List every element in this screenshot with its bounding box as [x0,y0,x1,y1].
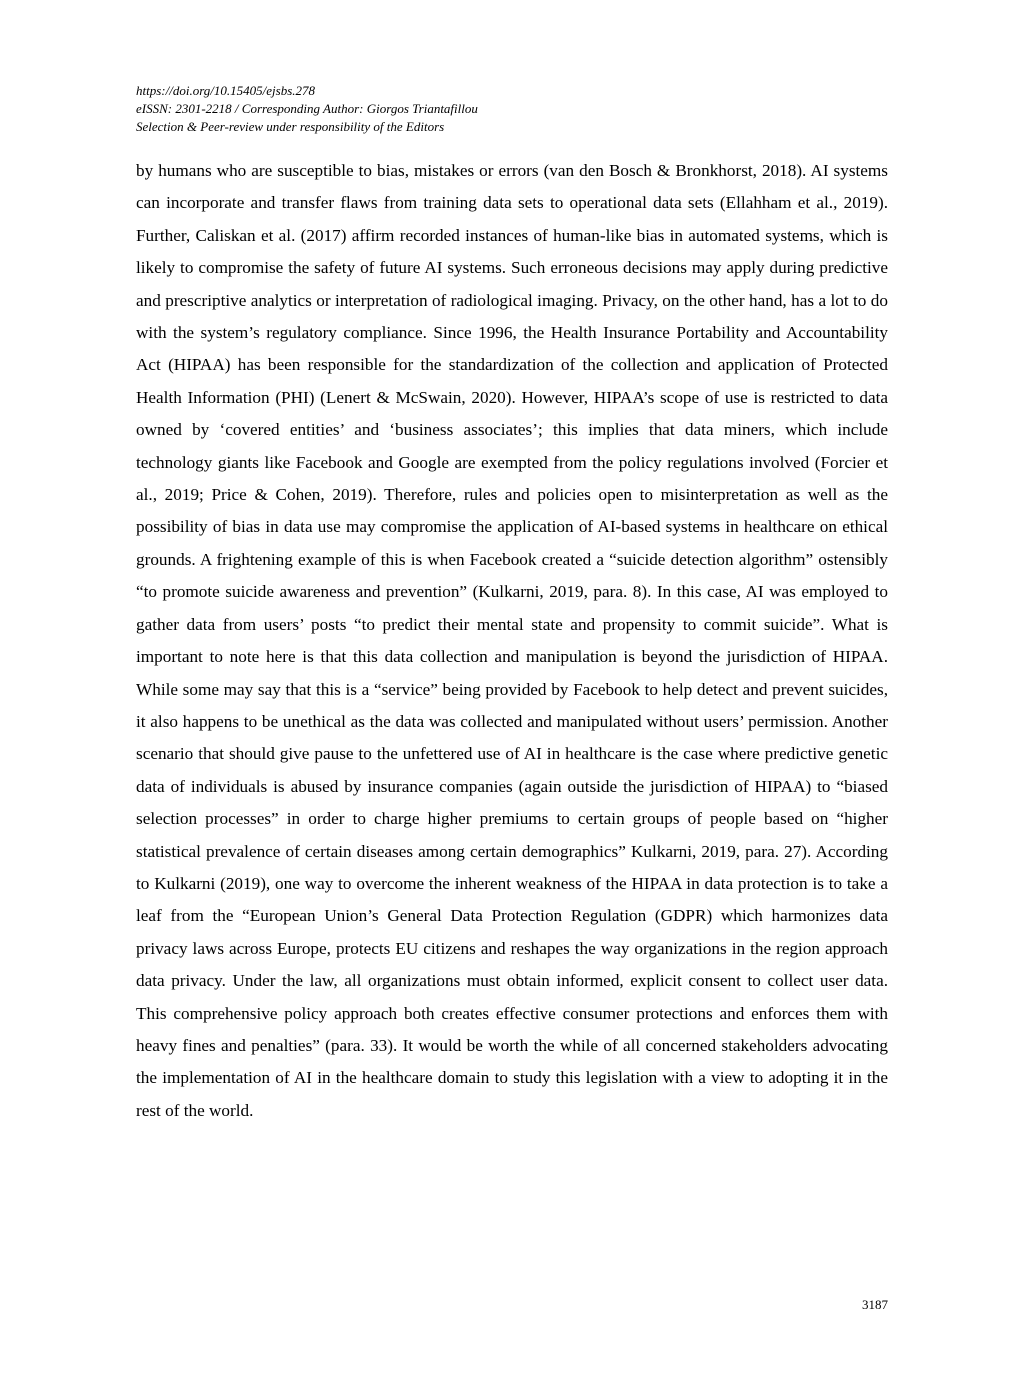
page-number: 3187 [862,1297,888,1312]
body-paragraph: by humans who are susceptible to bias, mistakes or errors (van den Bosch & Bronkhorst, 2018). AI systems can incorporate and transfer flaws from training data sets to operational data sets (Ellahham et al., 2019). Further, Caliskan et al. (2017) affirm recorded instances of human-like bias in automated systems, which is likely to compromise the safety of future AI systems. Such erroneous decisions may apply during predictive and prescriptive analytics or interpretation of radiological imaging. Privacy, on the other hand, has a lot to do with the system’s regulatory compliance. Since 1996, the Health Insurance Portability and Accountability Act (HIPAA) has been responsible for the standardization of the collection and application of Protected Health Information (PHI) (Lenert & McSwain, 2020). However, HIPAA’s scope of use is restricted to data owned by ‘covered entities’ and ‘business associates’; this implies that data miners, which include technology giants like Facebook and Google are exempted from the policy regulations involved (Forcier et al., 2019; Price & Cohen, 2019). Therefore, rules and policies open to misinterpretation as well as the possibility of bias in data use may compromise the application of AI-based systems in healthcare on ethical grounds. A frightening example of this is when Facebook created a “suicide detection algorithm” ostensibly “to promote suicide awareness and prevention” (Kulkarni, 2019, para. 8). In this case, AI was employed to gather data from users’ posts “to predict their mental state and propensity to commit suicide”. What is important to note here is that this data collection and manipulation is beyond the jurisdiction of HIPAA. While some may say that this is a “service” being provided by Facebook to help detect and prevent suicides, it also happens to be unethical as the data was collected and manipulated without users’ permission. Another scenario that should give pause to the unfettered use of AI in healthcare is the case where predictive genetic data of individuals is abused by insurance companies (again outside the jurisdiction of HIPAA) to “biased selection processes” in order to charge higher premiums to certain groups of people based on “higher statistical prevalence of certain diseases among certain demographics” Kulkarni, 2019, para. 27). According to Kulkarni (2019), one way to overcome the inherent weakness of the HIPAA in data protection is to take a leaf from the “European Union’s General Data Protection Regulation (GDPR) which harmonizes data privacy laws across Europe, protects EU citizens and reshapes the way organizations in the region approach data privacy. Under the law, all organizations must obtain informed, explicit consent to collect user data. This comprehensive policy approach both creates effective consumer protections and enforces them with heavy fines and penalties” (para. 33). It would be worth the while of all concerned stakeholders advocating the implementation of AI in the healthcare domain to study this legislation with a view to adopting it in the rest of the world. [136,161,888,1120]
peer-review-line: Selection & Peer-review under responsibility of the Editors [136,119,445,134]
doi-line: https://doi.org/10.15405/ejsbs.278 [136,83,315,98]
issn-author-line: eISSN: 2301-2218 / Corresponding Author: Giorgos Triantafillou [136,101,478,116]
running-header [136,82,478,136]
